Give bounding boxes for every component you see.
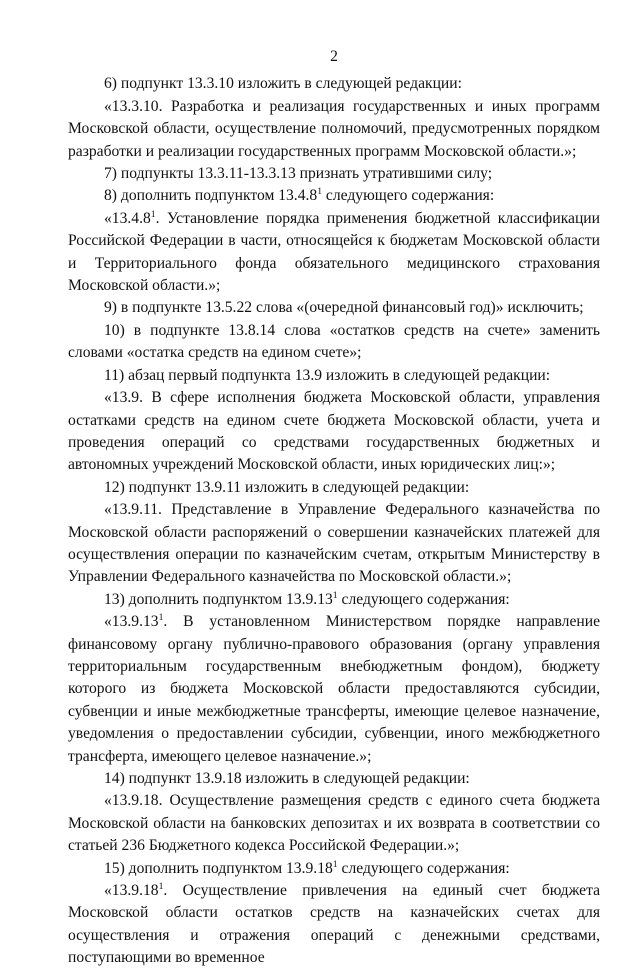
superscript-marker: 1: [332, 589, 338, 601]
paragraph-item-6: 6) подпункт 13.3.10 изложить в следующей редакции:: [104, 75, 462, 93]
superscript-marker: 1: [158, 880, 164, 892]
superscript-marker: 1: [317, 186, 323, 198]
paragraph-item-7: 7) подпункты 13.3.11-13.3.13 признать утратившими силу;: [104, 165, 493, 183]
superscript-marker: 1: [150, 208, 156, 220]
paragraph-item-10: 10) в подпункте 13.8.14 слова «остатков средств на счете» заменить словами «остатка средств на едином счете»;: [68, 321, 600, 362]
page-number: 2: [330, 48, 338, 65]
superscript-marker: 1: [158, 611, 164, 623]
superscript-marker: 1: [332, 858, 338, 870]
paragraph-13-4-8-1-text: «13.4.8$^1$. Установление порядка применения бюджетной классификации Российской Федерации в части, относящейся к бюджетам Московской области и Территориального фонда обязательного медицинского страхования Московской области.»;: [68, 208, 600, 295]
paragraph-13-3-10-text: «13.3.10. Разработка и реализация государственных и иных программ Московской области, осуществление полномочий, предусмотренных порядком разработки и реализации государственных программ Московской области.»;: [68, 97, 600, 160]
paragraph-item-12: 12) подпункт 13.9.11 изложить в следующей редакции:: [104, 478, 470, 496]
paragraph-13-9-13-1-text: «13.9.13$^1$. В установленном Министерством порядке направление финансовому органу публично-правового образования (органу управления территориальным государственным внебюджетным фондом), бюджету которого из бюджета Московской области предоставляются субсидии, субвенции и иные межбюджетные трансферты, имеющие целевое назначение, уведомления о предоставлении субсидии, субвенции, иного межбюджетного трансферта, имеющего целевое назначение.»;: [68, 611, 600, 765]
paragraph-item-15: 15) дополнить подпунктом 13.9.18$^1$ следующего содержания:: [104, 858, 510, 877]
paragraph-item-11: 11) абзац первый подпункта 13.9 изложить в следующей редакции:: [104, 366, 551, 384]
paragraph-13-9-text: «13.9. В сфере исполнения бюджета Московской области, управления остатками средств на едином счете бюджета Московской области, учета и проведения операций со средствами государственных бюджетных и автономных учреждений Московской области, иных юридических лиц:»;: [68, 389, 600, 474]
paragraph-item-9: 9) в подпункте 13.5.22 слова «(очередной финансовый год)» исключить;: [104, 299, 584, 317]
paragraph-13-9-18-1-text: «13.9.18$^1$. Осуществление привлечения на единый счет бюджета Московской области остатков средств на казначейских счетах для осуществления и отражения операций с денежными средствами, поступающими во временное: [68, 880, 600, 967]
paragraph-item-14: 14) подпункт 13.9.18 изложить в следующей редакции:: [104, 770, 470, 787]
paragraph-item-8: 8) дополнить подпунктом 13.4.8$^1$ следующего содержания:: [104, 186, 495, 205]
paragraph-item-13: 13) дополнить подпунктом 13.9.13$^1$ следующего содержания:: [104, 589, 510, 608]
paragraph-13-9-11-text: «13.9.11. Представление в Управление Федерального казначейства по Московской области распоряжений о совершении казначейских платежей для осуществления операции по казначейским счетам, открытым Министерству в Управлении Федерального казначейства по Московской области.»;: [68, 501, 600, 586]
paragraph-13-9-18-text: «13.9.18. Осуществление размещения средств с единого счета бюджета Московской области на банковских депозитах и их возврата в соответствии со статьей 236 Бюджетного кодекса Российской Федерации.»;: [68, 792, 600, 855]
